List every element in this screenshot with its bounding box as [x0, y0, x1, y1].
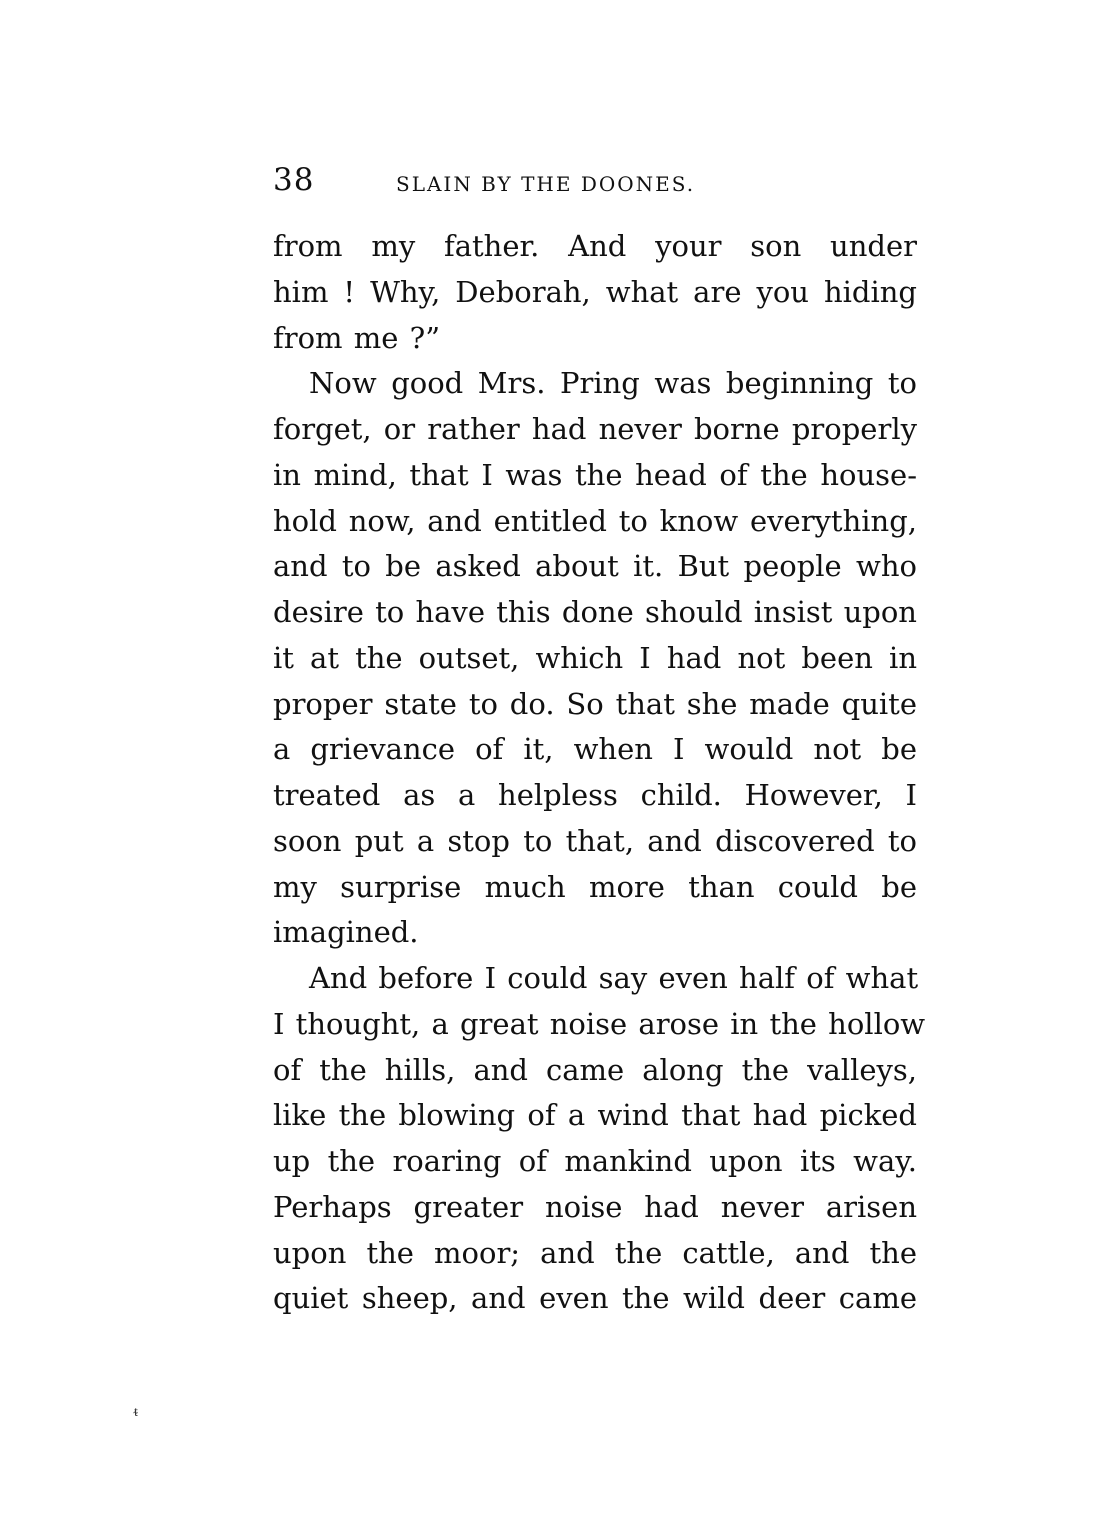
text-line: hold now, and entitled to know everything, — [273, 503, 917, 538]
text-line: forget, or rather had never borne properly — [273, 412, 917, 446]
text-line: Perhaps greater noise had never arisen — [273, 1189, 917, 1224]
running-title: SLAIN BY THE DOONES. — [396, 172, 696, 196]
text-line: proper state to do. So that she made quite — [273, 686, 917, 721]
text-line: my surprise much more than could be — [273, 869, 917, 904]
text-line: treated as a helpless child. However, I — [273, 778, 917, 812]
text-line: a grievance of it, when I would not be — [273, 732, 917, 767]
text-line: quiet sheep, and even the wild deer came — [273, 1281, 917, 1316]
text-line: in mind, that I was the head of the house- — [273, 457, 917, 492]
text-line: desire to have this done should insist upon — [273, 595, 917, 629]
text-line: up the roaring of mankind upon its way. — [273, 1144, 917, 1178]
text-line: from my father. And your son under — [273, 229, 917, 263]
page-number: 38 — [273, 162, 315, 198]
text-line: imagined. — [273, 915, 419, 950]
body-text — [273, 224, 926, 1322]
text-line: like the blowing of a wind that had picked — [273, 1098, 917, 1133]
stray-print-mark: ᵵ — [134, 1404, 138, 1420]
text-line: of the hills, and came along the valleys, — [273, 1052, 917, 1087]
text-line: And before I could say even half of what — [309, 961, 919, 995]
page-header — [273, 162, 918, 206]
text-line: from me ?” — [273, 320, 441, 355]
text-line: soon put a stop to that, and discovered to — [273, 823, 917, 858]
text-line: I thought, a great noise arose in the hollow — [273, 1006, 926, 1041]
text-line: him ! Why, Deborah, what are you hiding — [273, 274, 917, 309]
text-line: it at the outset, which I had not been in — [273, 640, 917, 675]
text-line: and to be asked about it. But people who — [273, 549, 917, 584]
text-line: Now good Mrs. Pring was beginning to — [309, 366, 917, 401]
text-line: upon the moor; and the cattle, and the — [273, 1235, 917, 1270]
